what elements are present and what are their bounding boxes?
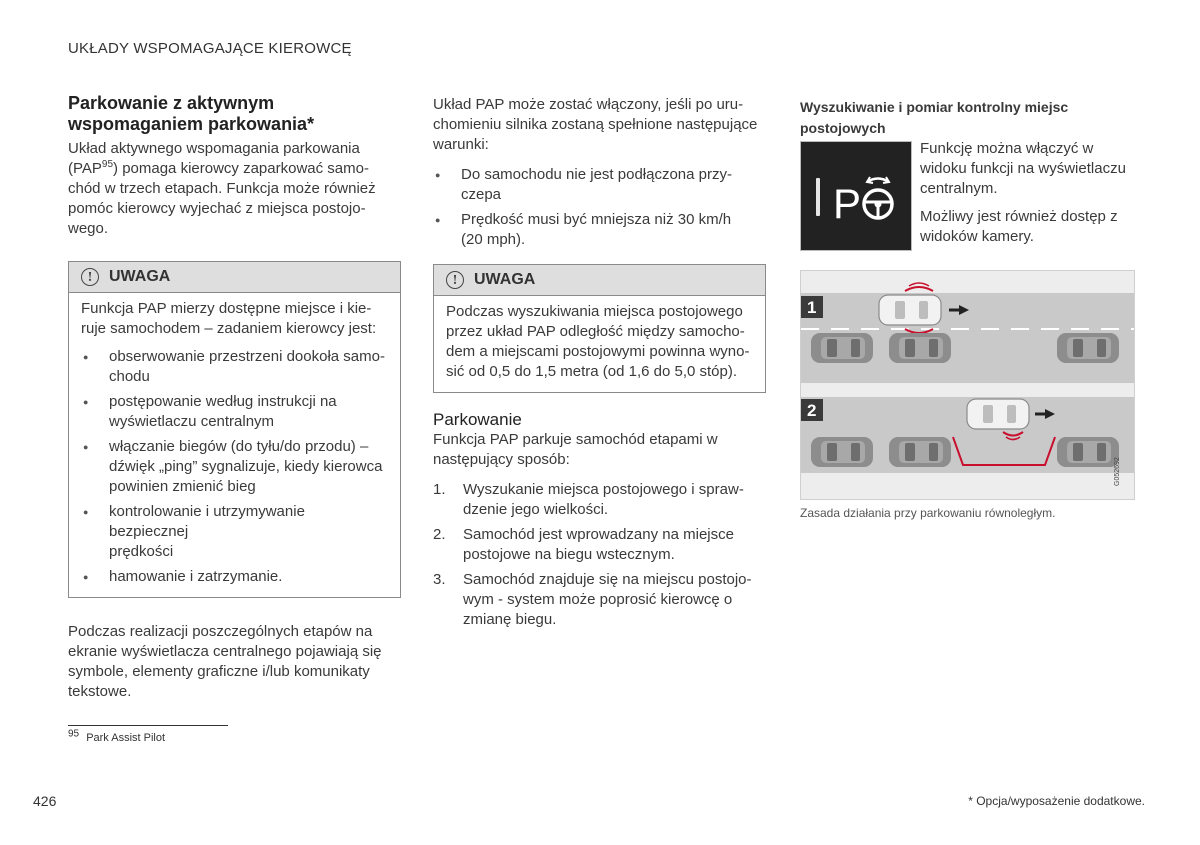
column-right xyxy=(800,97,1135,267)
note-label: UWAGA xyxy=(474,271,536,288)
outro-paragraph: Podczas realizacji poszczególnych etapów na ekranie wyświetlacza centralnego pojawiają się symbole, elementy graficzne i/lub komunikaty tekstowe. xyxy=(68,623,382,700)
ego-car-2 xyxy=(967,399,1029,429)
parking-intro: Funkcja PAP parkuje samochód etapami w następujący sposób: xyxy=(433,431,718,468)
note-box xyxy=(68,261,401,598)
list-item: ● Do samochodu nie jest podłączona przy- czepa xyxy=(433,165,766,205)
note-box xyxy=(433,264,766,393)
note-bullet-list xyxy=(81,347,388,587)
parked-car xyxy=(889,333,951,363)
note-header xyxy=(434,265,765,296)
parallel-parking-illustration xyxy=(800,270,1135,500)
list-item: ● kontrolowanie i utrzymywanie bezpiecznej prędkości xyxy=(81,502,388,562)
conditions-intro: Układ PAP może zostać włączony, jeśli po uru- chomieniu silnika zostaną spełnione następujące warunki: xyxy=(433,96,758,153)
figure-caption: Zasada działania przy parkowaniu równoległym. xyxy=(800,506,1056,520)
list-item: 3. Samochód znajduje się na miejscu postojo- wym - system może poprosić kierowcę o zmianę biegu. xyxy=(433,571,752,628)
step-1-label: 1 xyxy=(807,298,817,317)
list-item: ● postępowanie według instrukcji na wyświetlaczu centralnym xyxy=(81,392,388,432)
footnote xyxy=(68,728,166,744)
footnote-number: 95 xyxy=(68,728,80,740)
parking-diagram xyxy=(801,271,1134,499)
conditions-list xyxy=(433,165,766,250)
footnote-divider xyxy=(68,725,228,726)
note-header xyxy=(69,262,400,293)
parked-car xyxy=(1057,333,1119,363)
heading-line-1: Parkowanie z aktywnym xyxy=(68,93,275,113)
heading-line-2: wspomaganiem parkowania* xyxy=(68,114,315,134)
warning-info-icon: ! xyxy=(81,268,99,286)
svg-text:P: P xyxy=(833,180,862,227)
footer-note: * Opcja/wyposażenie dodatkowe. xyxy=(968,794,1145,808)
header-title: UKŁADY WSPOMAGAJĄCE KIEROWCĘ xyxy=(68,40,352,57)
note-label: UWAGA xyxy=(109,268,171,285)
steps-list xyxy=(433,480,766,630)
footnote-text: Park Assist Pilot xyxy=(86,732,166,744)
column-middle xyxy=(433,95,766,635)
intro-paragraph: Układ aktywnego wspomagania parkowania (PAP$^{95}$) pomaga kierowcy zaparkować samo- chód w trzech etapach. Funkcja może również pomóc kierowcy wyjechać z miejsca postojo- wego. xyxy=(68,140,376,237)
list-item: 2. Samochód jest wprowadzany na miejsce postojowe na biegu wstecznym. xyxy=(433,526,734,563)
list-item: ● obserwowanie przestrzeni dookoła samo- chodu xyxy=(81,347,388,387)
parking-heading: Parkowanie xyxy=(433,410,522,429)
parked-car xyxy=(889,437,951,467)
list-item: 1. Wyszukanie miejsca postojowego i spraw- dzenie jego wielkości. xyxy=(433,481,744,518)
ego-car-1 xyxy=(879,295,941,325)
search-heading: Wyszukiwanie i pomiar kontrolny miejsc postojowych xyxy=(800,99,1069,136)
list-item: ● Prędkość musi być mniejsza niż 30 km/h (20 mph). xyxy=(433,210,766,250)
parked-car xyxy=(811,333,873,363)
column-left xyxy=(68,93,401,702)
warning-info-icon: ! xyxy=(446,271,464,289)
figure-code: G052692 xyxy=(1114,457,1121,486)
note-text: Funkcja PAP mierzy dostępne miejsce i kie- ruje samochodem – zadaniem kierowcy jest: xyxy=(81,300,377,337)
parked-car xyxy=(811,437,873,467)
note-text: Podczas wyszukiwania miejsca postojowego przez układ PAP odległość między samocho- dem a miejscami postojowymi powinna wyno- sić od 0,5 do 1,5 metra (od 1,6 do 5,0 stóp). xyxy=(446,303,750,380)
parked-car xyxy=(1057,437,1119,467)
list-item: ● włączanie biegów (do tyłu/do przodu) – dźwięk „ping” sygnalizuje, kiedy kierowca powinien zmienić bieg xyxy=(81,437,388,497)
function-text: Funkcję można włączyć w widoku funkcji na wyświetlaczu centralnym. Możliwy jest również dostęp z widoków kamery. xyxy=(920,140,1126,245)
note-body xyxy=(434,296,765,392)
section-heading xyxy=(68,93,401,135)
step-2-label: 2 xyxy=(807,401,817,420)
pap-button-icon xyxy=(800,141,912,251)
page-number: 426 xyxy=(33,793,57,809)
list-item: ● hamowanie i zatrzymanie. xyxy=(81,567,388,587)
footnote-ref: 95 xyxy=(101,159,114,170)
note-body xyxy=(69,293,400,597)
park-assist-icon xyxy=(801,142,911,250)
